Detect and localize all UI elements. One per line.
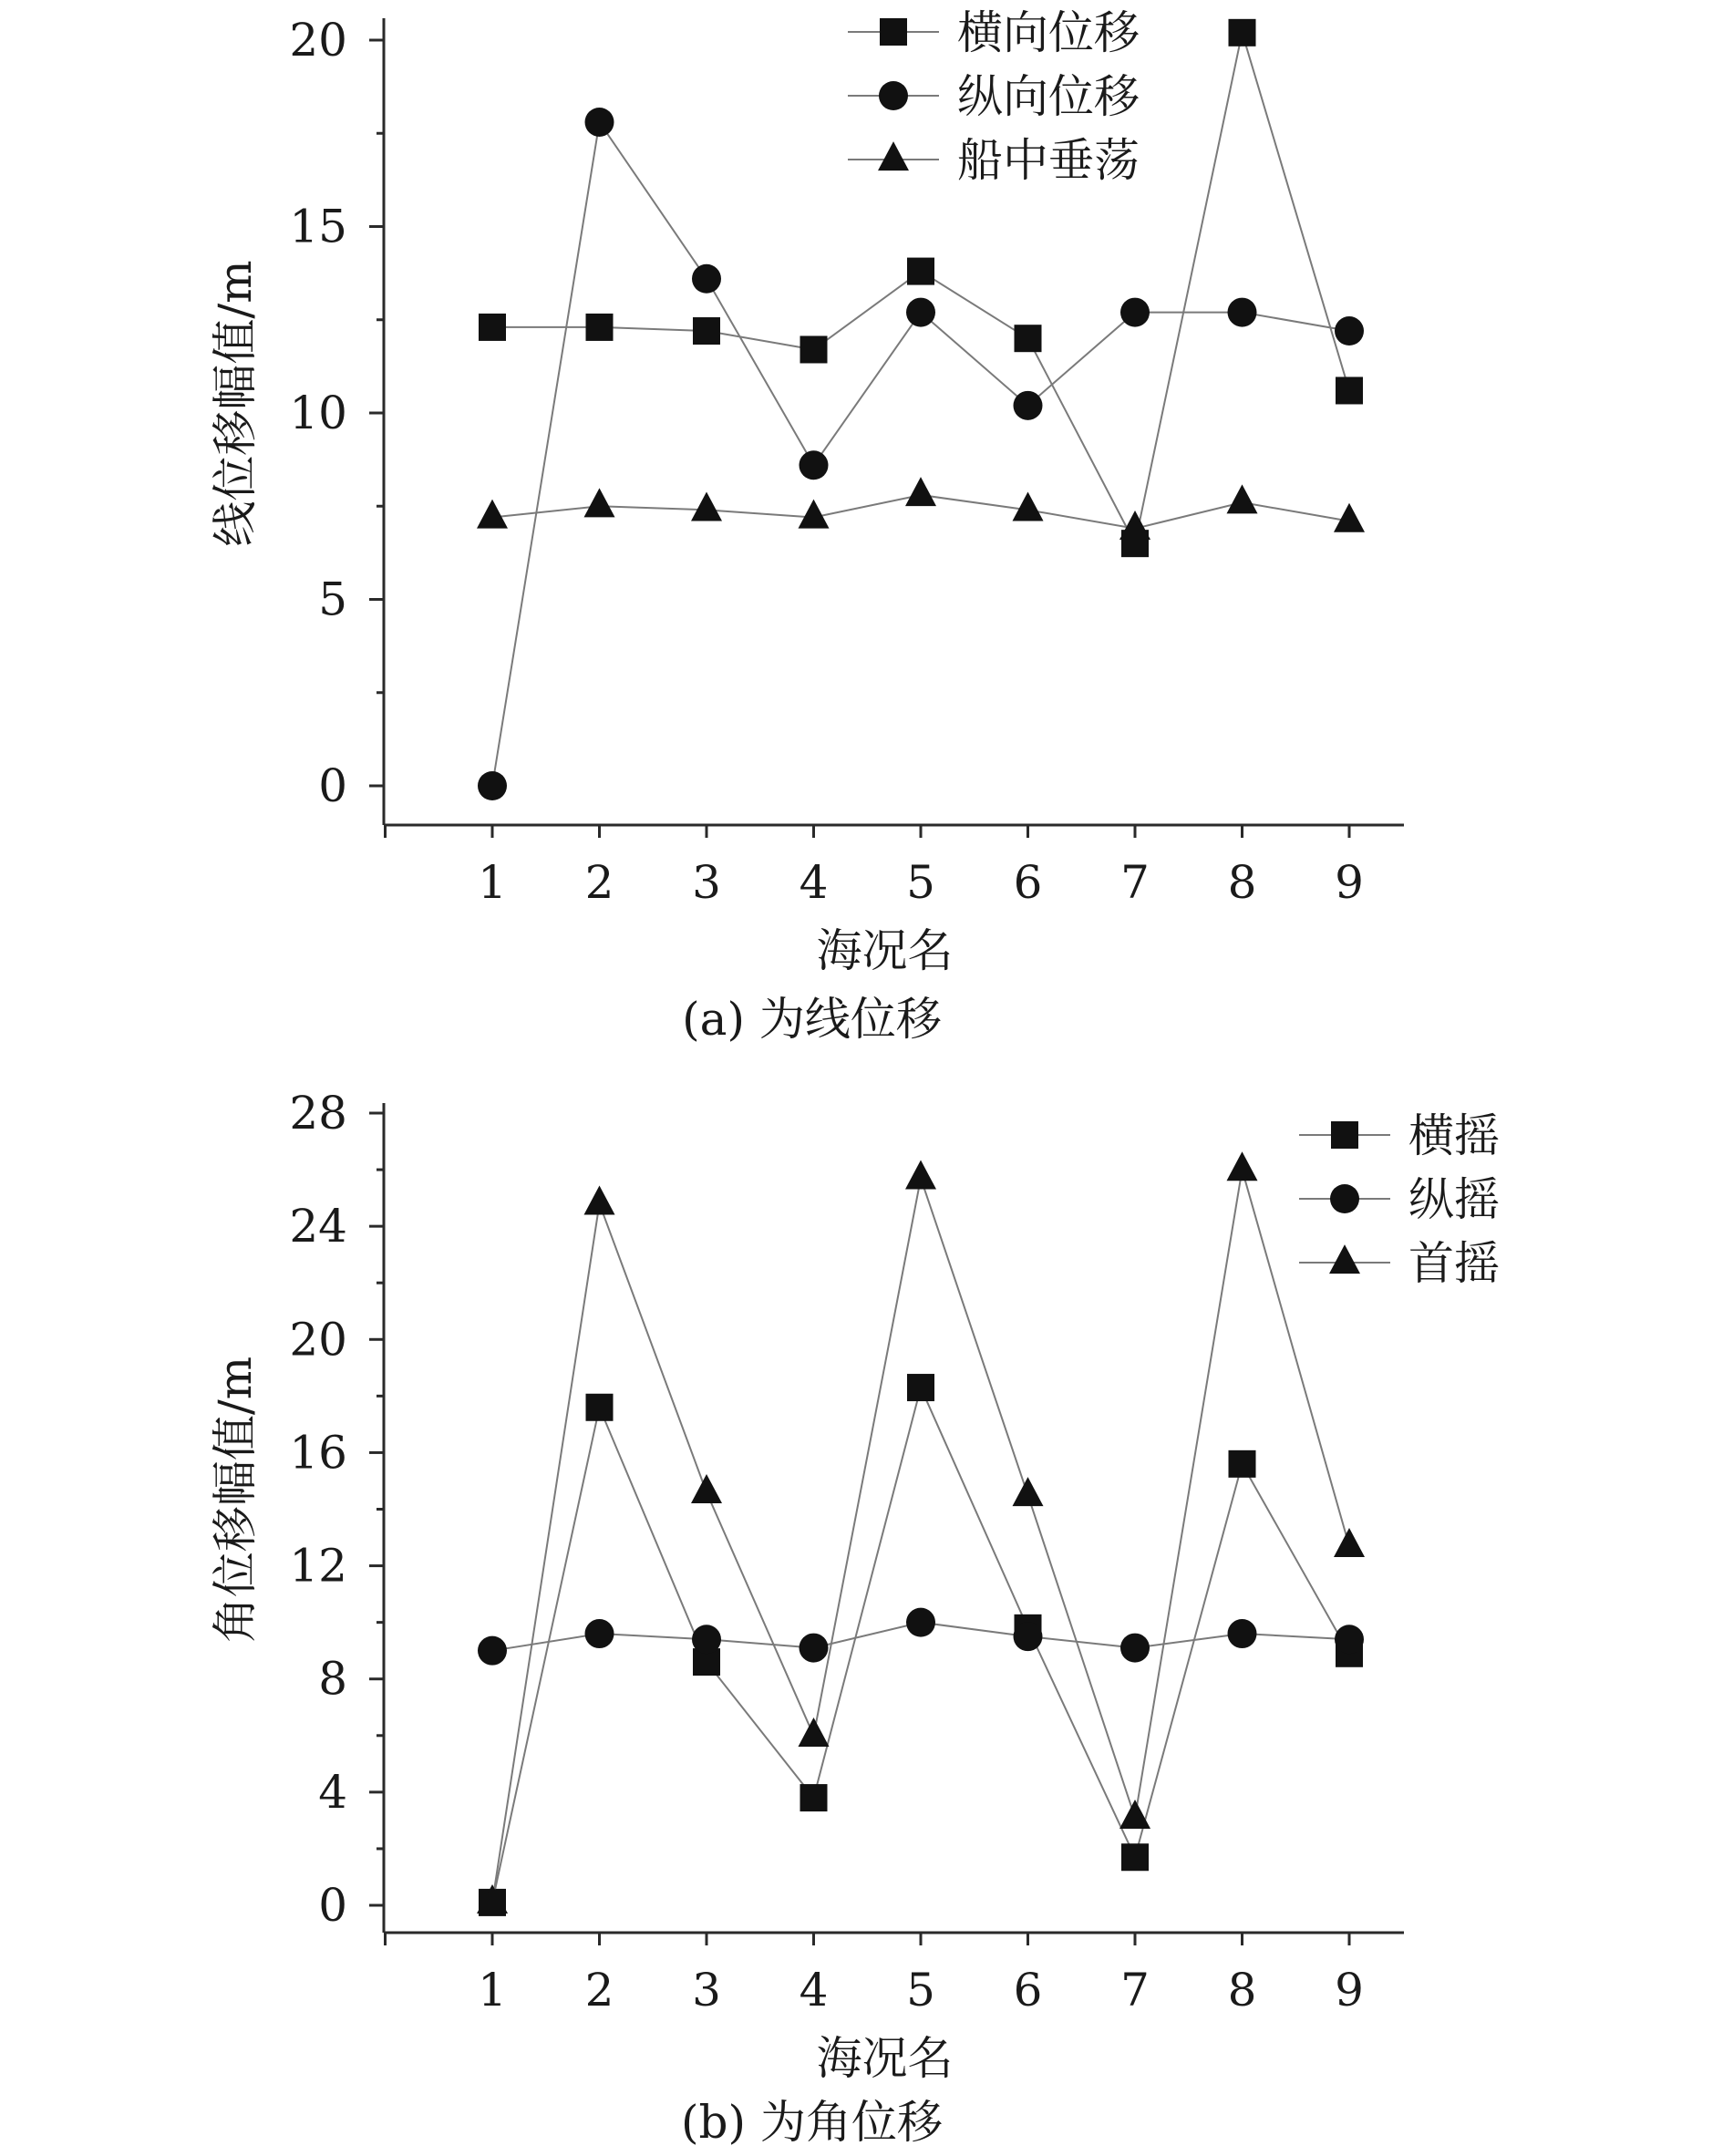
chart-a-series-line-2	[492, 122, 1349, 786]
chart-b-x-tick-label: 2	[584, 1964, 614, 2017]
chart-b-series-2-point	[1228, 1619, 1257, 1648]
chart-b-series-2-point	[1014, 1622, 1043, 1651]
chart-b-series-line-1	[492, 1387, 1349, 1903]
chart-b-x-tick-label: 3	[692, 1964, 721, 2017]
chart-a-series-3-point	[477, 500, 508, 529]
chart-a-series-2-point	[1014, 391, 1043, 420]
chart-a-series-2-point	[800, 450, 829, 480]
chart-a-x-tick-label: 3	[692, 856, 721, 909]
chart-b-x-tick-label: 4	[799, 1964, 829, 2017]
chart-b-x-tick-label: 5	[906, 1964, 935, 2017]
chart-a-series-3-point	[905, 477, 936, 506]
chart-a-series-1-point	[586, 314, 614, 341]
chart-b-series-2-point	[906, 1608, 935, 1637]
chart-a-series-line-1	[492, 33, 1349, 543]
chart-a-series-1-point	[1229, 19, 1256, 46]
chart-a-series-1-point	[800, 335, 828, 363]
chart-b-series-2-point	[585, 1619, 614, 1648]
chart-b-series-2-point	[800, 1634, 829, 1663]
chart-b-legend-marker	[1331, 1121, 1358, 1149]
chart-b-series-1-point	[907, 1374, 934, 1401]
chart-b-x-tick-label: 6	[1013, 1964, 1043, 2017]
chart-a-x-axis-title: 海况名	[816, 924, 954, 977]
chart-a-x-tick-label: 2	[584, 856, 614, 909]
chart-b-y-tick-label: 12	[289, 1539, 347, 1593]
chart-a-x-tick-label: 4	[799, 856, 829, 909]
chart-a-series-1-point	[907, 258, 934, 285]
chart-a-x-tick-label: 7	[1120, 856, 1150, 909]
chart-b-series-1-point	[1229, 1450, 1256, 1478]
chart-b-x-tick-label: 7	[1120, 1964, 1150, 2017]
chart-a-y-tick-label: 10	[289, 387, 347, 439]
chart-a-series-3-point	[691, 492, 722, 521]
chart-b-series-1-point	[586, 1394, 614, 1421]
chart-a-series-1-point	[1336, 377, 1363, 404]
chart-a-series-3-point	[1227, 484, 1258, 513]
chart-a-y-tick-label: 20	[289, 14, 347, 67]
chart-b-legend-marker	[1329, 1244, 1360, 1274]
chart-b-y-tick-label: 8	[318, 1652, 347, 1706]
chart-a-legend-label: 船中垂荡	[957, 134, 1140, 187]
chart-b-series-3-point	[691, 1474, 722, 1503]
chart-b-y-tick-label: 16	[289, 1426, 347, 1480]
chart-b-series-3-point	[1013, 1477, 1044, 1506]
chart-b-x-tick-label: 8	[1227, 1964, 1257, 2017]
chart-b-series-2-point	[692, 1625, 721, 1654]
chart-a-legend-marker	[878, 141, 909, 170]
chart-b-series-1-point	[800, 1784, 828, 1811]
chart-a-y-tick-label: 5	[318, 573, 347, 626]
chart-b-x-tick-label: 9	[1335, 1964, 1364, 2017]
chart-a-series-2-point	[1335, 316, 1364, 346]
chart-a-series-2-point	[906, 298, 935, 327]
chart-a-x-tick-label: 8	[1227, 856, 1257, 909]
chart-b-legend-marker	[1330, 1184, 1359, 1213]
chart-a-legend-label: 横向位移	[957, 6, 1140, 59]
chart-a-x-tick-label: 1	[478, 856, 507, 909]
chart-b-x-tick-label: 1	[478, 1964, 507, 2017]
chart-b-y-tick-label: 4	[318, 1765, 347, 1819]
chart-a-legend-label: 纵向位移	[957, 70, 1140, 123]
chart-b-series-3-point	[1334, 1528, 1365, 1557]
chart-a-series-2-point	[478, 771, 507, 800]
chart-a-series-2-point	[692, 264, 721, 294]
chart-b-legend-label: 纵摇	[1408, 1173, 1500, 1226]
chart-a-legend-marker	[880, 18, 907, 46]
chart-b-y-tick-label: 20	[289, 1313, 347, 1367]
chart-a-legend-marker	[879, 81, 908, 110]
chart-b-series-3-point	[905, 1161, 936, 1190]
chart-a-x-tick-label: 6	[1013, 856, 1043, 909]
chart-b-caption: (b) 为角位移	[681, 2096, 943, 2149]
chart-a-series-1-point	[479, 314, 506, 341]
chart-b-series-2-point	[478, 1636, 507, 1666]
chart-b-series-3-point	[1227, 1151, 1258, 1181]
chart-a-caption: (a) 为线位移	[682, 993, 942, 1046]
chart-a-series-1-point	[693, 317, 720, 345]
chart-a-series-2-point	[1228, 298, 1257, 327]
chart-b-legend-label: 首摇	[1408, 1237, 1500, 1290]
chart-a-y-tick-label: 15	[289, 200, 347, 253]
chart-b-y-tick-label: 28	[289, 1087, 347, 1140]
chart-a-y-axis-title: 线位移幅值/m	[209, 260, 262, 547]
chart-b-angular-displacement	[209, 1087, 1500, 2149]
chart-b-series-2-point	[1120, 1634, 1150, 1663]
chart-b-x-axis-title: 海况名	[816, 2032, 954, 2085]
chart-a-series-3-point	[1334, 503, 1365, 532]
chart-b-y-tick-label: 0	[318, 1879, 347, 1932]
chart-a-series-1-point	[1015, 325, 1042, 352]
chart-a-series-3-point	[799, 500, 830, 529]
chart-b-series-3-point	[584, 1185, 615, 1214]
chart-b-legend-label: 横摇	[1408, 1109, 1500, 1162]
chart-a-y-tick-label: 0	[318, 759, 347, 812]
chart-a-x-tick-label: 9	[1335, 856, 1364, 909]
chart-b-series-2-point	[1335, 1625, 1364, 1654]
chart-a-series-2-point	[1120, 298, 1150, 327]
chart-b-y-axis-title: 角位移幅值/m	[209, 1356, 262, 1644]
chart-a-series-3-point	[584, 488, 615, 517]
chart-a-x-tick-label: 5	[906, 856, 935, 909]
chart-a-series-3-point	[1013, 492, 1044, 521]
chart-b-series-3-point	[799, 1718, 830, 1747]
chart-a-linear-displacement	[209, 6, 1404, 1046]
chart-b-series-1-point	[1121, 1843, 1149, 1871]
chart-b-series-line-3	[492, 1170, 1349, 1903]
chart-a-series-2-point	[585, 108, 614, 137]
chart-b-y-tick-label: 24	[289, 1200, 347, 1253]
